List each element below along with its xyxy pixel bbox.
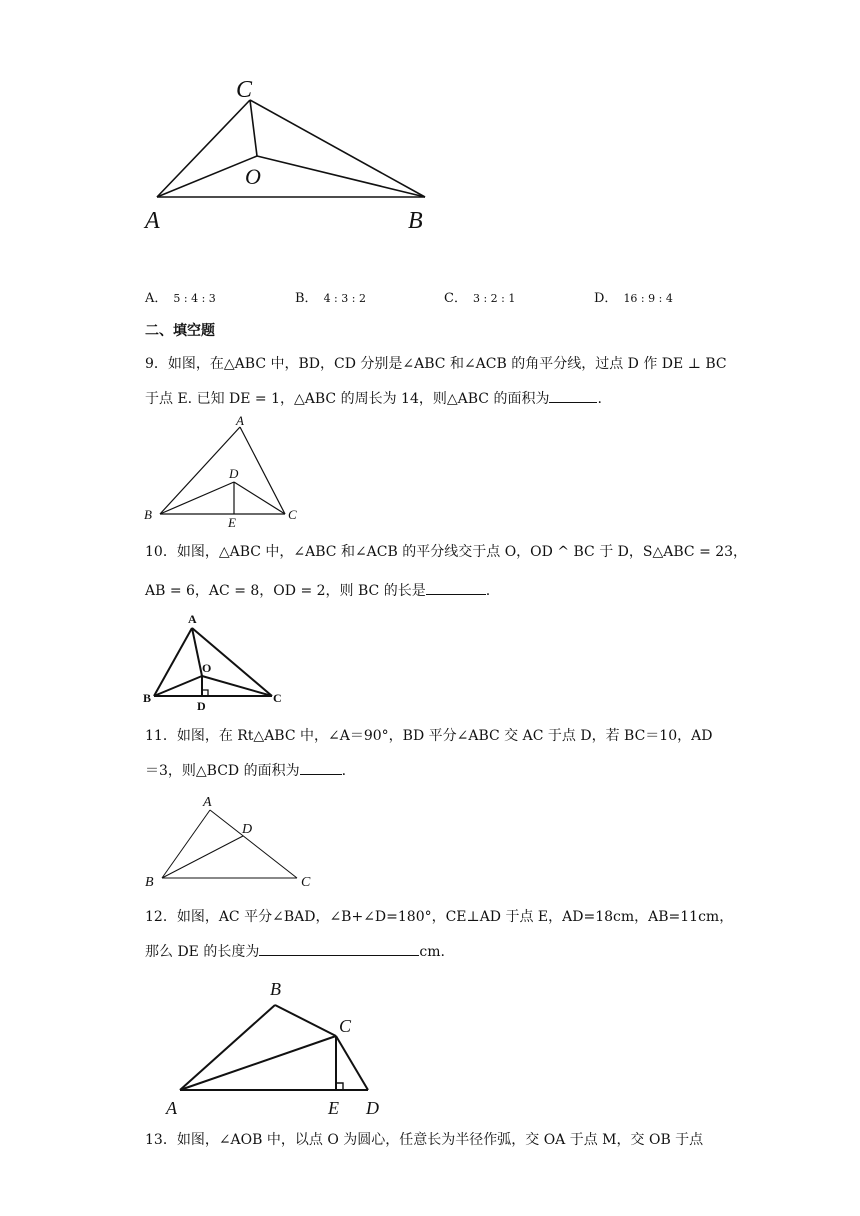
option-b bbox=[295, 287, 366, 306]
q11-label-b: B bbox=[145, 875, 154, 890]
q12-figure bbox=[160, 975, 400, 1120]
option-d-letter: D． bbox=[594, 291, 618, 306]
q10-line1: 10．如图，△ABC 中，∠ABC 和∠ACB 的平分线交于点 O，OD ^ BC 于 D，S△ABC = 23， bbox=[145, 544, 748, 560]
q9-figure bbox=[140, 410, 310, 530]
q12-label-a: A bbox=[166, 1098, 177, 1118]
q9-period: . bbox=[597, 391, 602, 407]
label-b: B bbox=[408, 208, 423, 234]
q12-label-e: E bbox=[328, 1098, 339, 1118]
option-b-letter: B． bbox=[295, 291, 318, 306]
q11-label-d: D bbox=[242, 822, 253, 837]
q11-line1: 11．如图，在 Rt△ABC 中，∠A＝90°，BD 平分∠ABC 交 AC 于点 D，若 BC＝10，AD bbox=[145, 728, 713, 744]
q13-line1: 13．如图，∠AOB 中，以点 O 为圆心，任意长为半径作弧，交 OA 于点 M，交 OB 于点 bbox=[145, 1132, 704, 1148]
option-c bbox=[444, 287, 515, 306]
label-a: A bbox=[145, 208, 160, 234]
q12-unit: cm. bbox=[419, 944, 445, 960]
q10-label-a: A bbox=[188, 612, 197, 626]
q9-label-c: C bbox=[288, 507, 297, 522]
q9-label-e: E bbox=[228, 515, 236, 530]
option-c-value: 3 : 2 : 1 bbox=[472, 292, 516, 305]
q12-text: 那么 DE 的长度为 bbox=[145, 944, 260, 960]
q10-label-b: B bbox=[143, 691, 152, 705]
q11-label-c: C bbox=[301, 875, 311, 890]
label-c: C bbox=[236, 77, 253, 103]
segment-ao bbox=[157, 156, 257, 197]
triangle-abo-figure bbox=[140, 70, 440, 240]
q9-label-b: B bbox=[144, 507, 152, 522]
q9-label-d: D bbox=[229, 466, 239, 481]
q9-line2 bbox=[145, 388, 602, 409]
segment-cb bbox=[250, 100, 425, 197]
option-d bbox=[594, 287, 673, 306]
option-a bbox=[145, 287, 216, 306]
segment-co bbox=[250, 100, 257, 156]
q11-line2 bbox=[145, 760, 346, 781]
option-d-value: 16 : 9 : 4 bbox=[623, 292, 673, 305]
option-b-value: 4 : 3 : 2 bbox=[323, 292, 366, 305]
q12-label-c: C bbox=[339, 1016, 352, 1036]
q9-line1: 9．如图，在△ABC 中，BD，CD 分别是∠ABC 和∠ACB 的角平分线，过点 D 作 DE ⊥ BC bbox=[145, 356, 727, 372]
q10-line2 bbox=[145, 580, 490, 601]
segment-ac bbox=[157, 100, 250, 197]
section-title: 二、填空题 bbox=[145, 323, 215, 339]
q12-line1: 12．如图，AC 平分∠BAD，∠B+∠D=180°，CE⊥AD 于点 E，AD=18cm，AB=11cm， bbox=[145, 909, 734, 925]
q12-label-b: B bbox=[270, 979, 281, 999]
q10-period: . bbox=[485, 583, 491, 599]
segment-bo bbox=[257, 156, 425, 197]
q11-answer-blank[interactable] bbox=[300, 760, 342, 775]
q10-answer-blank[interactable] bbox=[426, 580, 486, 595]
q10-label-d: D bbox=[197, 699, 206, 713]
q10-text: AB = 6，AC = 8，OD = 2，则 BC 的长是 bbox=[145, 583, 426, 599]
q12-line2 bbox=[145, 941, 445, 962]
q9-text: 于点 E. 已知 DE = 1，△ABC 的周长为 14，则△ABC 的面积为 bbox=[145, 391, 550, 407]
q11-label-a: A bbox=[203, 795, 212, 810]
q12-label-d: D bbox=[366, 1098, 379, 1118]
option-a-value: 5 : 4 : 3 bbox=[173, 292, 216, 305]
q10-label-c: C bbox=[273, 691, 282, 705]
q9-answer-blank[interactable] bbox=[549, 388, 597, 403]
label-o: O bbox=[245, 164, 261, 189]
option-a-letter: A． bbox=[145, 291, 168, 306]
option-c-letter: C． bbox=[444, 291, 467, 306]
q11-period: . bbox=[341, 763, 347, 779]
q12-answer-blank[interactable] bbox=[259, 941, 419, 956]
q10-figure bbox=[140, 610, 300, 716]
q11-figure bbox=[140, 790, 320, 890]
q10-label-o: O bbox=[202, 661, 212, 675]
q11-text: ＝3，则△BCD 的面积为 bbox=[145, 763, 300, 779]
q9-label-a: A bbox=[236, 413, 244, 428]
